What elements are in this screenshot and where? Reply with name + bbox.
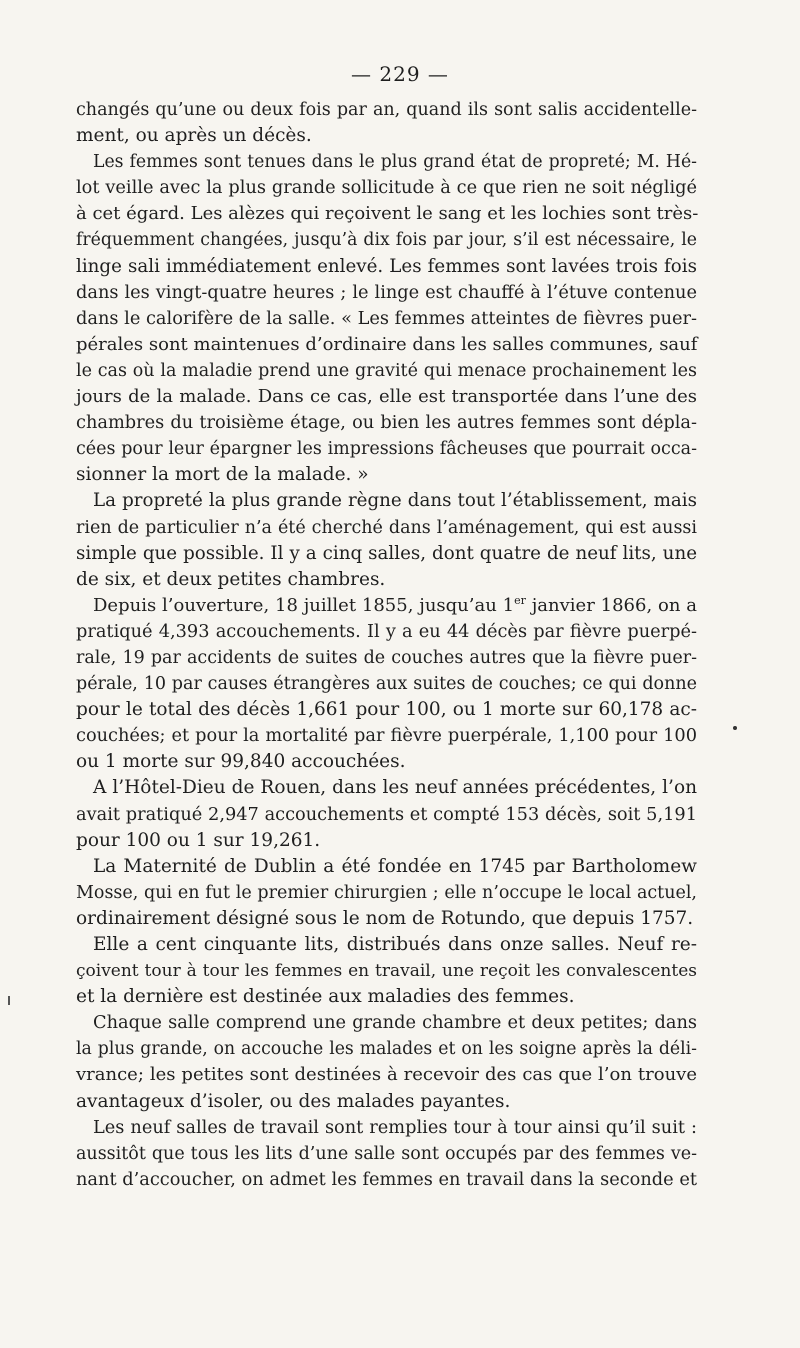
- text-line: pérales sont maintenues d’ordinaire dans les salles communes, sauf: [76, 333, 698, 355]
- text-line: rien de particulier n’a été cherché dans l’aménagement, qui est aussi: [76, 517, 697, 538]
- text-line: Elle a cent cinquante lits, distribués dans onze salles. Neuf re-: [93, 934, 697, 955]
- text-line: couchées; et pour la mortalité par fièvre puerpérale, 1,100 pour 100: [76, 726, 697, 747]
- text-line: linge sali immédiatement enlevé. Les femmes sont lavées trois fois: [76, 255, 697, 277]
- text-line: chambres du troisième étage, ou bien les autres femmes sont dépla-: [76, 413, 697, 434]
- text-line: lot veille avec la plus grande sollicitude à ce que rien ne soit négligé: [76, 178, 697, 199]
- text-line: Les femmes sont tenues dans le plus grand état de propreté; M. Hé-: [93, 152, 697, 173]
- text-line: fréquemment changées, jusqu’à dix fois par jour, s’il est nécessaire, le: [76, 230, 697, 251]
- text-line: pratiqué 4,393 accouchements. Il y a eu 44 décès par fièvre puerpé-: [76, 621, 697, 642]
- text-line: A l’Hôtel-Dieu de Rouen, dans les neuf années précédentes, l’on: [93, 777, 697, 799]
- margin-dot: [733, 726, 737, 730]
- text-line: avait pratiqué 2,947 accouchements et compté 153 décès, soit 5,191: [76, 804, 697, 825]
- text-line: avantageux d’isoler, ou des malades payantes.: [76, 1090, 511, 1112]
- page-number: — 229 —: [351, 62, 449, 86]
- text-line: dans le calorifère de la salle. « Les femmes atteintes de fièvres puer-: [76, 308, 697, 329]
- text-line: Les neuf salles de travail sont remplies tour à tour ainsi qu’il suit :: [93, 1117, 697, 1138]
- text-line: dans les vingt-quatre heures ; le linge est chauffé à l’étuve contenue: [76, 282, 697, 303]
- text-line: le cas où la maladie prend une gravité qui menace prochainement les: [76, 360, 697, 381]
- text-line: pour 100 ou 1 sur 19,261.: [76, 829, 321, 851]
- text-line: Chaque salle comprend une grande chambre et deux petites; dans: [93, 1013, 697, 1034]
- text-line: à cet égard. Les alèzes qui reçoivent le sang et les lochies sont très-: [76, 203, 699, 225]
- margin-mark: [8, 996, 10, 1005]
- text-line: simple que possible. Il y a cinq salles, dont quatre de neuf lits, une: [76, 542, 697, 564]
- text-line: nant d’accoucher, on admet les femmes en travail dans la seconde et: [76, 1169, 697, 1190]
- text-line: vrance; les petites sont destinées à recevoir des cas que l’on trouve: [76, 1064, 697, 1086]
- text-line: changés qu’une ou deux fois par an, quand ils sont salis accidentelle-: [76, 100, 697, 120]
- text-line: cées pour leur épargner les impressions fâcheuses que pourrait occa-: [76, 439, 697, 460]
- text-line: rale, 19 par accidents de suites de couches autres que la fièvre puer-: [76, 647, 697, 668]
- text-line: jours de la malade. Dans ce cas, elle est transportée dans l’une des: [76, 386, 697, 408]
- text-line: ou 1 morte sur 99,840 accouchées.: [76, 751, 406, 773]
- text-line: çoivent tour à tour les femmes en travail, une reçoit les convalescentes: [76, 961, 697, 982]
- text-line: Depuis l’ouverture, 18 juillet 1855, jusqu’au 1er janvier 1866, on a: [93, 593, 697, 616]
- text-line: ment, ou après un décès.: [76, 125, 312, 147]
- text-line: et la dernière est destinée aux maladies des femmes.: [76, 986, 575, 1008]
- body-text: [76, 97, 697, 1193]
- text-line: aussitôt que tous les lits d’une salle sont occupés par des femmes ve-: [76, 1143, 697, 1164]
- text-line: la plus grande, on accouche les malades et on les soigne après la déli-: [76, 1039, 697, 1060]
- text-line: La propreté la plus grande règne dans tout l’établissement, mais: [93, 490, 697, 512]
- text-line: sionner la mort de la malade. »: [76, 464, 369, 486]
- text-line: pour le total des décès 1,661 pour 100, ou 1 morte sur 60,178 ac-: [76, 699, 697, 721]
- text-line: pérale, 10 par causes étrangères aux suites de couches; ce qui donne: [76, 674, 697, 695]
- superscript: er: [514, 593, 526, 607]
- text-line: Mosse, qui en fut le premier chirurgien ; elle n’occupe le local actuel,: [76, 882, 697, 903]
- text-line: de six, et deux petites chambres.: [76, 568, 386, 590]
- text-line: La Maternité de Dublin a été fondée en 1745 par Bartholomew: [93, 855, 697, 877]
- text-line: ordinairement désigné sous le nom de Rotundo, que depuis 1757.: [76, 907, 694, 929]
